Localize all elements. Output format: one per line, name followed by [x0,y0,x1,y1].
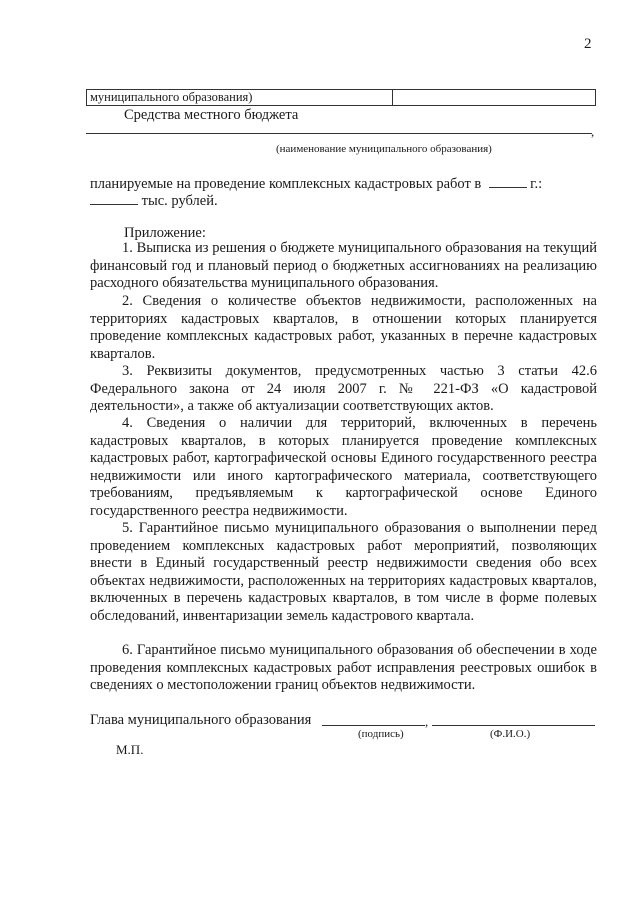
appendix-item-4: 4. Сведения о наличии для территорий, включенных в перечень кадастровых кварталов, в которых планируется проведение комплексных кадастровых работ, картографической основы Единого государственного реестра недвижимости или иного картографического материала, соответствующего требованиям, предъявляемым к картографической основе Единого государственного реестра недвижимости. [90,415,597,519]
full-name-line [432,725,595,726]
appendix-item-3: 3. Реквизиты документов, предусмотренных частью 3 статьи 42.6 Федерального закона от 24 июля 2007 г. № 221-ФЗ «О кадастровой деятельности», а также об актуализации соответствующих актов. [90,363,597,414]
planned-works-line [90,176,600,193]
sum-blank [90,194,138,205]
municipality-name-line [86,133,592,134]
municipality-name-comma: , [591,124,595,139]
page-number: 2 [584,36,592,52]
header-table-right-cell [393,90,595,105]
year-blank [489,177,527,188]
full-name-caption: (Ф.И.О.) [490,728,531,740]
signature-label: Глава муниципального образования [90,712,312,728]
appendix-item-2: 2. Сведения о количестве объектов недвижимости, расположенных на территориях кадастровых кварталов, в отношении которых планируется проведение комплексных кадастровых работ, указанных в перечне кадастровых кварталов. [90,293,597,362]
funds-title: Средства местного бюджета [124,107,299,123]
sum-line [90,193,218,210]
appendix-title: Приложение: [124,225,206,241]
signature-caption: (подпись) [358,728,404,740]
sum-unit: тыс. рублей. [141,193,218,209]
signature-line [322,725,425,726]
stamp-place-label: М.П. [116,742,144,757]
signature-comma: , [425,714,429,729]
header-table-left-cell: муниципального образования) [87,90,393,105]
year-suffix: г.: [530,176,543,192]
appendix-item-1: 1. Выписка из решения о бюджете муниципального образования на текущий финансовый год и плановый период о бюджетных ассигнованиях на реализацию расходного обязательства муниципального образования. [90,240,597,291]
appendix-item-6: 6. Гарантийное письмо муниципального образования об обеспечении в ходе проведения комплексных кадастровых работ исправления реестровых ошибок в сведениях о местоположении границ объектов недвижимости. [90,642,597,693]
municipality-name-caption: (наименование муниципального образования) [276,143,492,155]
appendix-item-5: 5. Гарантийное письмо муниципального образования о выполнении перед проведением комплексных кадастровых работ мероприятий, позволяющих внести в Единый государственный реестр недвижимости сведения обо всех объектах недвижимости, расположенных на территориях кадастровых кварталов, включенных в перечень кадастровых кварталов, в том числе в форме полевых обследований, инвентаризации земель кадастрового квартала. [90,520,597,624]
header-table-row [86,89,596,106]
planned-text: планируемые на проведение комплексных кадастровых работ в [90,176,482,192]
